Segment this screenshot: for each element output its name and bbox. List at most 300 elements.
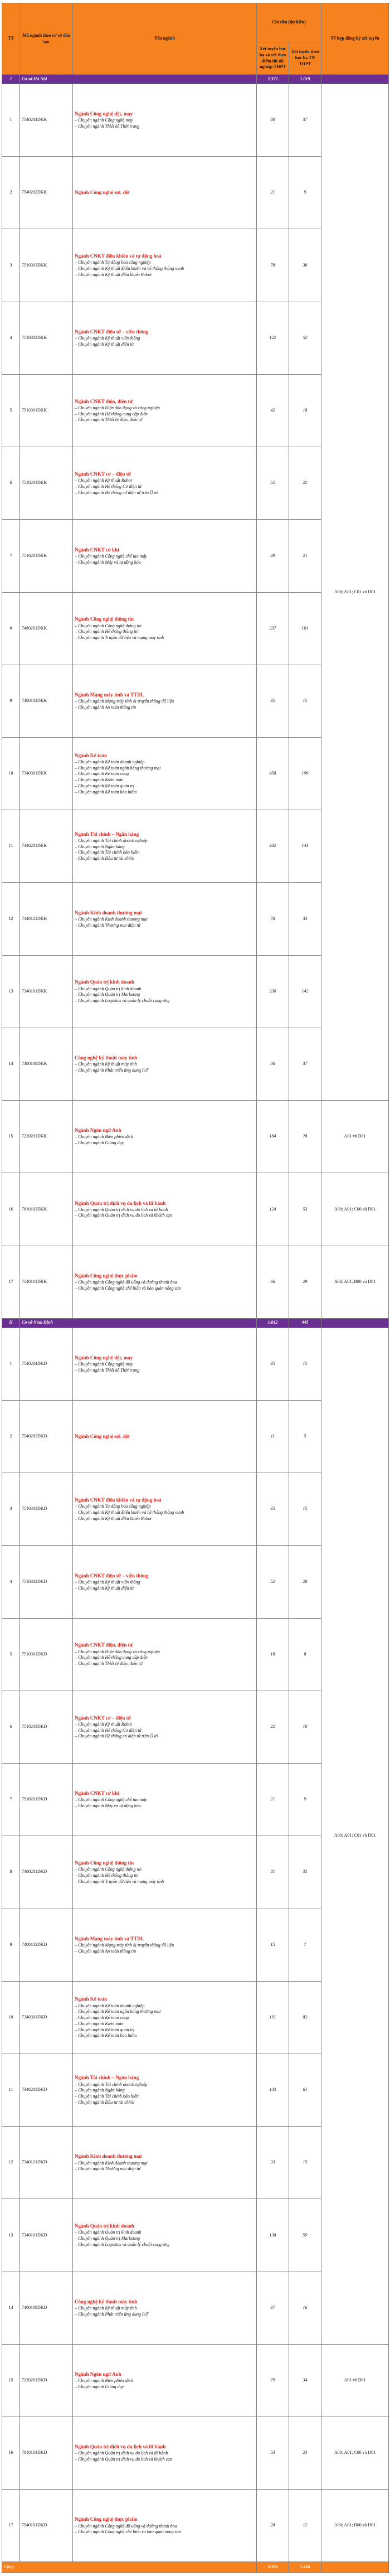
specialization-item: – Chuyên ngành Quản trị dịch vụ du lịch và lữ hành xyxy=(75,2451,168,2456)
major-name: Ngành Công nghệ thông tin xyxy=(75,1860,134,1866)
specialization-item: – Chuyên ngành Hệ thống cơ điện tử trên Ô tô xyxy=(75,1734,158,1739)
major-cell xyxy=(73,1101,257,1173)
major-cell xyxy=(73,2417,257,2490)
quota-a: 52 xyxy=(257,447,289,520)
quota-a: 81 xyxy=(257,1836,289,1909)
specialization-item: – Chuyên ngành Kỹ thuật viễn thông xyxy=(75,1579,140,1585)
subject-combination: A00; A01; C01 và D01 xyxy=(321,1328,389,2344)
specialization-item: – Chuyên ngành Công nghệ may xyxy=(75,118,133,123)
quota-b: 29 xyxy=(289,1246,321,1318)
major-cell xyxy=(73,2344,257,2417)
row-number: 11 xyxy=(2,2054,20,2126)
quota-a: 53 xyxy=(257,2417,289,2490)
specialization-item: – Chuyên ngành Công nghệ đồ uống và đường thanh hoa xyxy=(75,2523,177,2529)
major-cell xyxy=(73,157,257,229)
quota-b: 82 xyxy=(289,1981,321,2054)
specialization-item: – Chuyên ngành Hệ thống cung cấp điện xyxy=(75,411,148,417)
specialization-item: – Chuyên ngành Phát triển ứng dụng IoT xyxy=(75,1068,149,1073)
major-code: 7510201DKK xyxy=(20,520,73,592)
quota-a: 42 xyxy=(257,374,289,447)
major-cell xyxy=(73,1400,257,1473)
major-cell xyxy=(73,2199,257,2272)
specialization-item: – Chuyên ngành Thiết bị điện, điện tử xyxy=(75,1661,143,1667)
header-code: Mã ngành theo cơ sở đào tạo xyxy=(20,3,73,75)
major-code: 7540202DKD xyxy=(20,1400,73,1473)
major-name: Ngành Kế toán xyxy=(75,752,108,758)
quota-a: 330 xyxy=(257,955,289,1028)
major-name: Ngành CNKT điện, điện tử xyxy=(75,1642,133,1648)
specialization-item: – Chuyên ngành Công nghệ chế tạo máy xyxy=(75,1797,147,1803)
specialization-item: – Chuyên ngành Quản trị dịch vụ du lịch và khách sạn xyxy=(75,1213,172,1218)
major-name: Ngành Kế toán xyxy=(75,1996,108,2002)
specialization-item: – Chuyên ngành Thiết kế Thời trang xyxy=(75,124,140,129)
row-number: 2 xyxy=(2,157,20,229)
specialization-item: – Chuyên ngành Công nghệ đồ uống và đường thanh hoa xyxy=(75,1279,177,1285)
major-code: 7340121DKD xyxy=(20,2127,73,2199)
quota-b: 18 xyxy=(289,374,321,447)
specialization-item: – Chuyên ngành Tài chính bảo hiểm xyxy=(75,850,140,855)
major-cell xyxy=(73,665,257,737)
major-cell xyxy=(73,1473,257,1546)
row-number: 3 xyxy=(2,1473,20,1546)
quota-b: 78 xyxy=(289,1101,321,1173)
major-cell xyxy=(73,84,257,157)
major-name: Ngành Ngôn ngữ Anh xyxy=(75,1127,121,1134)
specialization-item: – Chuyên ngành Quản trị kinh doanh xyxy=(75,986,142,991)
quota-b: 35 xyxy=(289,1836,321,1909)
quota-b: 12 xyxy=(289,2490,321,2562)
major-name: Ngành CNKT cơ – điện tử xyxy=(75,471,131,477)
table-row xyxy=(2,1328,389,1400)
subject-combination: A00; A01; B00 và D01 xyxy=(321,1246,389,1318)
section-total-b: 1.019 xyxy=(289,75,321,84)
major-name: Ngành CNKT điều khiển và tự động hoá xyxy=(75,1497,162,1503)
quota-b: 143 xyxy=(289,810,321,883)
major-code: 7540202DKK xyxy=(20,157,73,229)
major-name: Ngành Quản trị dịch vụ du lịch và lữ hành xyxy=(75,2444,166,2450)
specialization-item: – Chuyên ngành Kiểm toán xyxy=(75,2021,124,2026)
specialization-item: – Chuyên ngành Kế toán doanh nghiệp xyxy=(75,2003,145,2008)
specialization-item: – Chuyên ngành Kế toán quản trị xyxy=(75,2027,135,2032)
major-code: 7510302DKK xyxy=(20,302,73,374)
row-number: 9 xyxy=(2,665,20,737)
major-name: Ngành Quản trị kinh doanh xyxy=(75,979,135,985)
specialization-item: – Chuyên ngành Hệ thống cơ điện tử trên Ô tô xyxy=(75,490,158,495)
total-b: 1.464 xyxy=(289,2562,321,2573)
row-number: 12 xyxy=(2,883,20,955)
row-number: 1 xyxy=(2,84,20,157)
quota-b: 10 xyxy=(289,1691,321,1763)
major-code: 7540101DKD xyxy=(20,2490,73,2562)
major-cell xyxy=(73,2490,257,2562)
subject-combination: A00; A01; B00 và D01 xyxy=(321,2490,389,2562)
quota-a: 18 xyxy=(257,1618,289,1691)
row-number: 5 xyxy=(2,374,20,447)
row-number: 14 xyxy=(2,1028,20,1100)
quota-b: 15 xyxy=(289,1328,321,1400)
row-number: 4 xyxy=(2,302,20,374)
major-name: Ngành Công nghệ sợi, dệt xyxy=(75,1434,130,1439)
total-blank xyxy=(321,2562,389,2573)
quota-a: 138 xyxy=(257,2199,289,2272)
major-cell xyxy=(73,1028,257,1100)
major-code: 7340101DKK xyxy=(20,955,73,1028)
table-row xyxy=(2,84,389,157)
major-name: Ngành Mạng máy tính và TTDL xyxy=(75,692,144,698)
section-combo-blank xyxy=(321,75,389,84)
major-name: Ngành Tài chính – Ngân hàng xyxy=(75,2075,139,2081)
major-code: 7540204DKK xyxy=(20,84,73,157)
quota-a: 15 xyxy=(257,1909,289,1981)
specialization-item: – Chuyên ngành Kế toán ngân hàng thương mại xyxy=(75,2009,161,2015)
major-code: 7220201DKD xyxy=(20,2344,73,2417)
specialization-item: – Chuyên ngành Thiết kế Thời trang xyxy=(75,1367,140,1373)
quota-b: 15 xyxy=(289,1473,321,1546)
major-name: Ngành CNKT điện tử – viễn thông xyxy=(75,1572,149,1578)
major-code: 7480102DKK xyxy=(20,665,73,737)
major-name: Ngành Công nghệ dệt, may xyxy=(75,111,133,117)
row-number: 16 xyxy=(2,1173,20,1246)
quota-a: 191 xyxy=(257,1981,289,2054)
header-combo: Tổ hợp đăng ký xét tuyển xyxy=(321,3,389,75)
major-cell xyxy=(73,1173,257,1246)
major-cell xyxy=(73,447,257,520)
quota-b: 61 xyxy=(289,2054,321,2126)
quota-a: 33 xyxy=(257,2127,289,2199)
quota-a: 332 xyxy=(257,810,289,883)
major-name: Ngành Công nghệ dệt, may xyxy=(75,1354,133,1360)
row-number: 8 xyxy=(2,1836,20,1909)
row-number: 17 xyxy=(2,2490,20,2562)
major-cell xyxy=(73,955,257,1028)
specialization-item: – Chuyên ngành Tự động hóa công nghiệp xyxy=(75,260,151,265)
specialization-item: – Chuyên ngành Truyền dữ liệu và mạng máy tính xyxy=(75,1878,164,1884)
major-name: Ngành CNKT điện tử – viễn thông xyxy=(75,328,149,335)
specialization-item: – Chuyên ngành An toàn thông tin xyxy=(75,1948,136,1954)
major-code: 7220201DKK xyxy=(20,1101,73,1173)
major-cell xyxy=(73,2272,257,2344)
major-cell xyxy=(73,1691,257,1763)
major-cell xyxy=(73,1909,257,1981)
row-number: 17 xyxy=(2,1246,20,1318)
specialization-item: – Chuyên ngành Kỹ thuật điều khiển Robot xyxy=(75,1515,152,1521)
major-cell xyxy=(73,1618,257,1691)
specialization-item: – Chuyên ngành Đầu tư tài chính xyxy=(75,856,135,861)
table-body xyxy=(2,75,389,2573)
major-name: Công nghệ kỹ thuật máy tính xyxy=(75,1055,138,1061)
quota-a: 86 xyxy=(257,1028,289,1100)
major-name: Ngành Công nghệ thông tin xyxy=(75,616,134,622)
specialization-item: – Chuyên ngành Công nghệ chế tạo máy xyxy=(75,553,147,559)
major-cell xyxy=(73,1981,257,2054)
major-code: 7510303DKK xyxy=(20,229,73,302)
subject-combination: A00; A01; C01 và D01 xyxy=(321,84,389,1101)
specialization-item: – Chuyên ngành Kế toán bảo hiểm xyxy=(75,2033,137,2038)
row-number: 9 xyxy=(2,1909,20,1981)
row-number: 10 xyxy=(2,1981,20,2054)
quota-b: 21 xyxy=(289,520,321,592)
specialization-item: – Chuyên ngành Công nghệ chế biến và bảo quản nông sản xyxy=(75,2529,181,2535)
specialization-item: – Chuyên ngành Quản trị Marketing xyxy=(75,2236,140,2241)
table-header xyxy=(2,3,389,75)
quota-a: 52 xyxy=(257,1546,289,1618)
major-code: 7540101DKK xyxy=(20,1246,73,1318)
quota-b: 15 xyxy=(289,2127,321,2199)
section-total-a: 2.372 xyxy=(257,75,289,84)
specialization-item: – Chuyên ngành Ngân hàng xyxy=(75,2088,125,2093)
specialization-item: – Chuyên ngành Truyền dữ liệu và mạng máy tính xyxy=(75,635,164,641)
specialization-item: – Chuyên ngành Kế toán quản trị xyxy=(75,783,135,788)
specialization-item: – Chuyên ngành Công nghệ chế biến và bảo quản nông sản xyxy=(75,1285,181,1291)
major-cell xyxy=(73,1836,257,1909)
major-cell xyxy=(73,810,257,883)
quota-a: 78 xyxy=(257,229,289,302)
quota-b: 8 xyxy=(289,1618,321,1691)
major-code: 7340201DKK xyxy=(20,810,73,883)
table-row xyxy=(2,1246,389,1318)
quota-a: 78 xyxy=(257,883,289,955)
major-code: 7510301DKD xyxy=(20,1618,73,1691)
major-cell xyxy=(73,520,257,592)
specialization-item: – Chuyên ngành Kỹ thuật Điều khiển và hệ thống thông minh xyxy=(75,266,184,272)
major-code: 7510301DKK xyxy=(20,374,73,447)
quota-b: 28 xyxy=(289,1546,321,1618)
quota-b: 5 xyxy=(289,1400,321,1473)
section-title: Cơ sở Nam Định xyxy=(20,1318,257,1328)
quota-b: 15 xyxy=(289,665,321,737)
specialization-item: – Chuyên ngành Công nghệ thông tin xyxy=(75,623,142,628)
major-cell xyxy=(73,374,257,447)
row-number: 15 xyxy=(2,2344,20,2417)
specialization-item: – Chuyên ngành Hệ thống thông tin xyxy=(75,629,139,635)
major-code: 7340101DKD xyxy=(20,2199,73,2272)
row-number: 15 xyxy=(2,1101,20,1173)
row-number: 2 xyxy=(2,1400,20,1473)
row-number: 1 xyxy=(2,1328,20,1400)
quota-a: 28 xyxy=(257,2490,289,2562)
major-name: Ngành Công nghệ thực phẩm xyxy=(75,2516,138,2522)
specialization-item: – Chuyên ngành Ngân hàng xyxy=(75,844,125,849)
total-row xyxy=(2,2562,389,2573)
quota-b: 9 xyxy=(289,157,321,229)
row-number: 11 xyxy=(2,810,20,883)
quota-a: 35 xyxy=(257,665,289,737)
row-number: 7 xyxy=(2,1764,20,1836)
specialization-item: – Chuyên ngành Logistics và quản lý chuỗi cung ứng xyxy=(75,2241,170,2247)
quota-a: 11 xyxy=(257,1400,289,1473)
specialization-item: – Chuyên ngành Công nghệ may xyxy=(75,1362,133,1367)
specialization-item: – Chuyên ngành Kỹ thuật Robot xyxy=(75,1721,132,1727)
row-number: 3 xyxy=(2,229,20,302)
major-name: Ngành Ngôn ngữ Anh xyxy=(75,2371,121,2378)
quota-b: 22 xyxy=(289,447,321,520)
major-code: 7480108DKK xyxy=(20,1028,73,1100)
quota-b: 34 xyxy=(289,883,321,955)
row-number: 16 xyxy=(2,2417,20,2490)
major-code: 7510203DKD xyxy=(20,1691,73,1763)
row-number: 5 xyxy=(2,1618,20,1691)
quota-b: 7 xyxy=(289,1909,321,1981)
quota-a: 143 xyxy=(257,2054,289,2126)
table-row xyxy=(2,1101,389,1173)
major-cell xyxy=(73,1328,257,1400)
specialization-item: – Chuyên ngành Quản trị dịch vụ du lịch và khách sạn xyxy=(75,2457,172,2462)
major-code: 7510303DKD xyxy=(20,1473,73,1546)
specialization-item: – Chuyên ngành Kinh doanh thương mại xyxy=(75,2160,148,2166)
specialization-item: – Chuyên ngành Thiết bị điện, điện tử xyxy=(75,417,143,423)
quota-a: 37 xyxy=(257,2272,289,2344)
major-name: Ngành Kinh doanh thương mại xyxy=(75,909,142,916)
quota-a: 21 xyxy=(257,157,289,229)
specialization-item: – Chuyên ngành Kỹ thuật điều khiển Robot xyxy=(75,272,152,278)
section-number: II xyxy=(2,1318,20,1328)
specialization-item: – Chuyên ngành Máy và tự động hóa xyxy=(75,1803,141,1809)
specialization-item: – Chuyên ngành Quản trị Marketing xyxy=(75,992,140,998)
row-number: 6 xyxy=(2,447,20,520)
major-code: 7810103DKK xyxy=(20,1173,73,1246)
major-code: 7340301DKK xyxy=(20,737,73,810)
specialization-item: – Chuyên ngành Kỹ thuật Robot xyxy=(75,478,132,483)
major-code: 7340121DKK xyxy=(20,883,73,955)
table-row xyxy=(2,1173,389,1246)
specialization-item: – Chuyên ngành Giảng dạy xyxy=(75,2384,124,2389)
specialization-item: – Chuyên ngành Kỹ thuật máy tính xyxy=(75,2305,137,2311)
major-cell xyxy=(73,883,257,955)
quota-b: 16 xyxy=(289,2272,321,2344)
major-code: 7510201DKD xyxy=(20,1764,73,1836)
quota-b: 37 xyxy=(289,84,321,157)
specialization-item: – Chuyên ngành Biên phiên dịch xyxy=(75,2378,133,2384)
specialization-item: – Chuyên ngành Thương mại điện tử xyxy=(75,2166,140,2172)
specialization-item: – Chuyên ngành Hệ thống cung cấp điện xyxy=(75,1655,148,1660)
major-code: 7340201DKD xyxy=(20,2054,73,2126)
specialization-item: – Chuyên ngành Tài chính doanh nghiệp xyxy=(75,837,148,843)
major-cell xyxy=(73,229,257,302)
specialization-item: – Chuyên ngành Mạng máy tính & truyền thông dữ liệu xyxy=(75,699,174,704)
quota-b: 53 xyxy=(289,1173,321,1246)
header-name: Tên ngành xyxy=(73,3,257,75)
quota-a: 184 xyxy=(257,1101,289,1173)
major-code: 7540204DKD xyxy=(20,1328,73,1400)
header-tt: TT xyxy=(2,3,20,75)
total-a: 3.384 xyxy=(257,2562,289,2573)
major-name: Ngành Kinh doanh thương mại xyxy=(75,2153,142,2159)
major-cell xyxy=(73,592,257,665)
specialization-item: – Chuyên ngành Tài chính doanh nghiệp xyxy=(75,2081,148,2087)
section-total-b: 445 xyxy=(289,1318,321,1328)
major-name: Ngành Công nghệ thực phẩm xyxy=(75,1272,138,1279)
header-quota-group: Chỉ tiêu (dự kiến) xyxy=(257,3,321,42)
major-name: Ngành Quản trị kinh doanh xyxy=(75,2223,135,2229)
quota-a: 122 xyxy=(257,302,289,374)
specialization-item: – Chuyên ngành Kế toán doanh nghiệp xyxy=(75,759,145,764)
specialization-item: – Chuyên ngành Logistics và quản lý chuỗi cung ứng xyxy=(75,998,170,1004)
major-code: 7480108DKD xyxy=(20,2272,73,2344)
specialization-item: – Chuyên ngành Kế toán ngân hàng thương mại xyxy=(75,765,161,771)
quota-a: 237 xyxy=(257,592,289,665)
major-name: Ngành Tài chính – Ngân hàng xyxy=(75,831,139,837)
row-number: 6 xyxy=(2,1691,20,1763)
major-name: Ngành Công nghệ sợi, dệt xyxy=(75,190,130,196)
quota-a: 22 xyxy=(257,1691,289,1763)
row-number: 12 xyxy=(2,2127,20,2199)
major-code: 7480102DKD xyxy=(20,1909,73,1981)
quota-b: 196 xyxy=(289,737,321,810)
total-label: Cộng xyxy=(2,2562,257,2573)
specialization-item: – Chuyên ngành Điện dân dụng và công nghiệp xyxy=(75,1649,160,1654)
section-combo-blank xyxy=(321,1318,389,1328)
major-code: 7340301DKD xyxy=(20,1981,73,2054)
major-cell xyxy=(73,737,257,810)
specialization-item: – Chuyên ngành Quản trị dịch vụ du lịch và lữ hành xyxy=(75,1207,168,1212)
section-row xyxy=(2,75,389,84)
major-code: 7510203DKK xyxy=(20,447,73,520)
quota-a: 21 xyxy=(257,1764,289,1836)
row-number: 4 xyxy=(2,1546,20,1618)
quota-table xyxy=(2,3,389,2573)
quota-a: 66 xyxy=(257,1246,289,1318)
major-cell xyxy=(73,302,257,374)
specialization-item: – Chuyên ngành Giảng dạy xyxy=(75,1140,124,1146)
quota-b: 38 xyxy=(289,229,321,302)
subject-combination: A00; A01; C00 và D01 xyxy=(321,2417,389,2490)
specialization-item: – Chuyên ngành Hệ thống Cơ điện tử xyxy=(75,483,142,489)
major-cell xyxy=(73,1246,257,1318)
quota-a: 458 xyxy=(257,737,289,810)
specialization-item: – Chuyên ngành Máy và tự động hóa xyxy=(75,559,141,565)
specialization-item: – Chuyên ngành Kế toán công xyxy=(75,771,129,777)
quota-b: 52 xyxy=(289,302,321,374)
row-number: 10 xyxy=(2,737,20,810)
quota-b: 142 xyxy=(289,955,321,1028)
major-cell xyxy=(73,2054,257,2126)
table-row xyxy=(2,2344,389,2417)
quota-a: 49 xyxy=(257,520,289,592)
quota-a: 80 xyxy=(257,84,289,157)
specialization-item: – Chuyên ngành Phát triển ứng dụng IoT xyxy=(75,2311,149,2317)
major-code: 7480201DKK xyxy=(20,592,73,665)
specialization-item: – Chuyên ngành Kế toán bảo hiểm xyxy=(75,789,137,795)
specialization-item: – Chuyên ngành Kỹ thuật Điều khiển và hệ thống thông minh xyxy=(75,1509,184,1515)
subject-combination: A01 và D01 xyxy=(321,2344,389,2417)
major-name: Ngành CNKT cơ – điện tử xyxy=(75,1715,131,1721)
quota-a: 124 xyxy=(257,1173,289,1246)
specialization-item: – Chuyên ngành Kiểm toán xyxy=(75,777,124,783)
quota-a: 35 xyxy=(257,1328,289,1400)
specialization-item: – Chuyên ngành Quản trị kinh doanh xyxy=(75,2230,142,2235)
specialization-item: – Chuyên ngành Biên phiên dịch xyxy=(75,1134,133,1140)
specialization-item: – Chuyên ngành Kinh doanh thương mại xyxy=(75,916,148,922)
major-name: Ngành CNKT cơ khí xyxy=(75,546,119,553)
row-number: 14 xyxy=(2,2272,20,2344)
header-quota-b: Xét tuyển theo học bạ TN THPT xyxy=(289,42,321,75)
major-cell xyxy=(73,1546,257,1618)
quota-b: 23 xyxy=(289,2417,321,2490)
specialization-item: – Chuyên ngành Công nghệ thông tin xyxy=(75,1867,142,1872)
row-number: 13 xyxy=(2,955,20,1028)
specialization-item: – Chuyên ngành Hệ thống thông tin xyxy=(75,1873,139,1878)
specialization-item: – Chuyên ngành Kỹ thuật máy tính xyxy=(75,1062,137,1067)
section-total-a: 1.012 xyxy=(257,1318,289,1328)
header-quota-a: Xét tuyển học bạ và xét theo điểm thi tốt nghiệp THPT xyxy=(257,42,289,75)
major-code: 7510302DKD xyxy=(20,1546,73,1618)
quota-b: 101 xyxy=(289,592,321,665)
section-title: Cơ sở Hà Nội xyxy=(20,75,257,84)
specialization-item: – Chuyên ngành An toàn thông tin xyxy=(75,704,136,710)
specialization-item: – Chuyên ngành Kế toán công xyxy=(75,2015,129,2021)
row-number: 7 xyxy=(2,520,20,592)
subject-combination: A01 và D01 xyxy=(321,1101,389,1173)
